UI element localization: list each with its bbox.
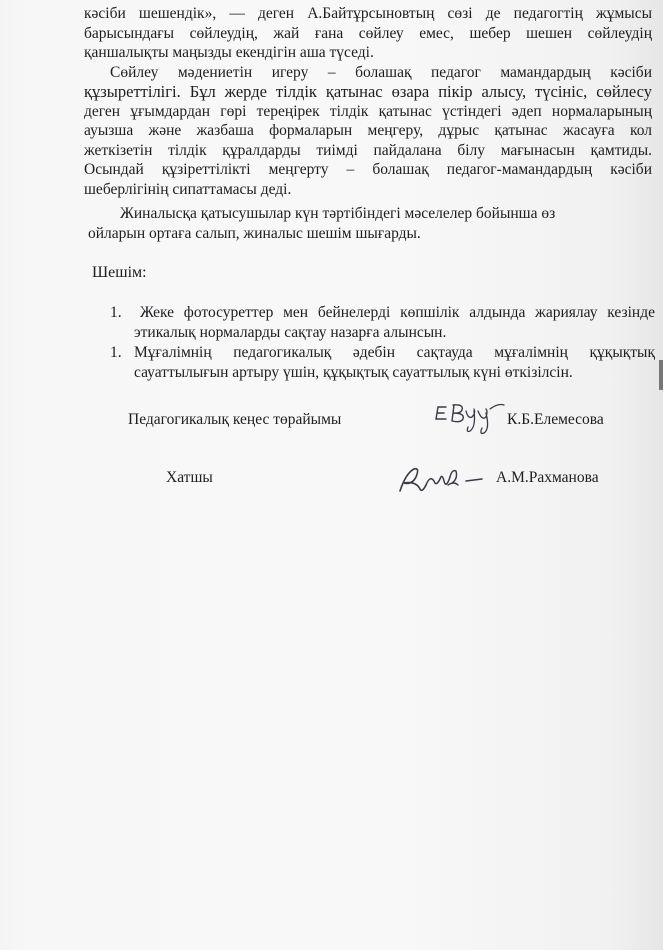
chair-signature-icon bbox=[432, 397, 512, 437]
decision-heading: Шешім: bbox=[92, 264, 147, 281]
decision-line: Жеке фотосуреттер мен бейнелерді көпшілік алдында жариялау кезінде bbox=[140, 304, 655, 321]
document-body bbox=[84, 4, 652, 243]
body-line: кәсіби шешендік», — деген А.Байтұрсыновтың сөзі де педагогтің жұмысы bbox=[84, 5, 652, 22]
decision-number: 1. bbox=[110, 304, 122, 321]
body-line: құзыреттілігі. Бұл жерде тілдік қатынас өзара пікір алысу, түсініс, сөйлесу bbox=[84, 82, 652, 101]
secretary-role-label: Хатшы bbox=[166, 469, 213, 486]
secretary-name: А.М.Рахманова bbox=[496, 469, 599, 486]
decision-number: 1. bbox=[110, 344, 122, 361]
body-line: Сөйлеу мәдениетін игеру – болашақ педагог мамандардың кәсіби bbox=[110, 63, 652, 81]
decision-line: сауаттылығын артыру үшін, құқықтық сауаттылық күні өткізілсін. bbox=[134, 363, 573, 381]
body-line: жеткізетін тілдік құралдарды тиімді пайдалана білу мағынасын қамтиды. bbox=[84, 141, 652, 159]
decision-item bbox=[110, 303, 655, 342]
body-line: қаншалықты маңызды екендігін аша түседі. bbox=[84, 44, 374, 61]
chair-role-label: Педагогикалық кеңес төрайымы bbox=[128, 411, 342, 428]
body-line: Осындай құзіреттілікті меңгерту – болашақ педагог-мамандардың кәсіби bbox=[84, 161, 652, 178]
body-line: деген ұғымдардан гөрі тереңірек тілдік қатынас үстіндегі әдеп нормаларының bbox=[84, 102, 652, 120]
decision-line: Мұғалімнің педагогикалық әдебін сақтауда мұғалімнің құқықтық bbox=[134, 344, 655, 361]
body-line: шеберлігінің сипаттамасы деді. bbox=[84, 180, 292, 198]
body-line: Жиналысқа қатысушылар күн тәртібіндегі мәселелер бойынша өз bbox=[120, 205, 556, 222]
body-line: ойларын ортаға салып, жиналыс шешім шығарды. bbox=[88, 224, 421, 242]
decision-list bbox=[110, 303, 655, 383]
chair-name: К.Б.Елемесова bbox=[507, 411, 604, 428]
decision-line: этикалық нормаларды сақтау назарға алынсын. bbox=[134, 323, 447, 341]
body-line: барысындағы сөйлеудің, жай ғана сөйлеу емес, шебер шешен сөйлеудің bbox=[84, 24, 652, 42]
secretary-signature-icon bbox=[396, 463, 484, 497]
page-edge bbox=[659, 360, 663, 390]
body-line: ауызша және жазбаша формаларын меңгеру, дұрыс қатынас жасауға кол bbox=[84, 122, 652, 139]
decision-item bbox=[110, 343, 655, 382]
